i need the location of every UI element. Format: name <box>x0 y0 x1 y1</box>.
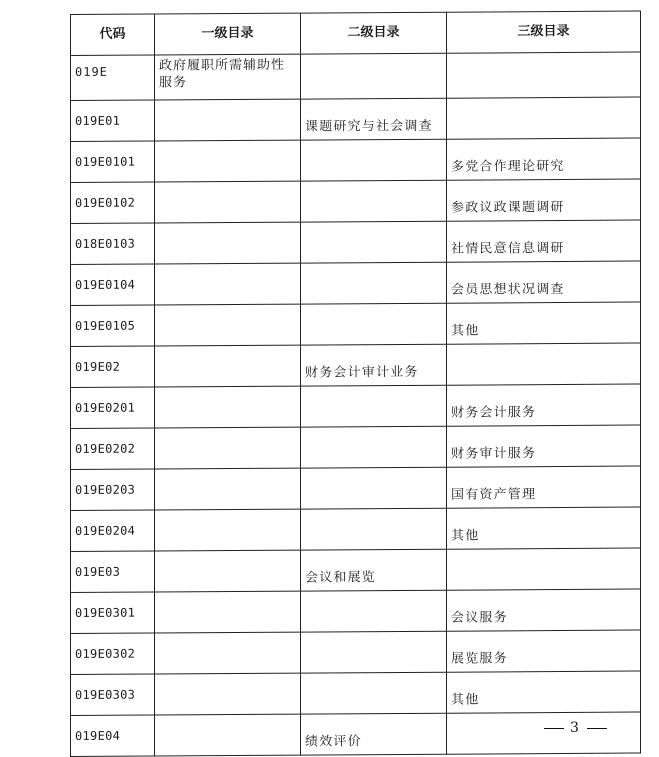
table-body <box>71 52 641 756</box>
cell-level2 <box>301 303 447 345</box>
cell-level3: 其他 <box>447 671 641 713</box>
cell-level2: 绩效评价 <box>301 713 447 755</box>
page-number <box>538 720 613 736</box>
cell-level1 <box>155 591 301 633</box>
table-row <box>71 589 641 633</box>
cell-level3: 会议服务 <box>447 589 641 631</box>
cell-level3: 会员思想状况调查 <box>447 261 641 303</box>
table-row <box>71 261 641 305</box>
header-level1: 一级目录 <box>155 13 301 55</box>
cell-code: 019E02 <box>71 346 155 388</box>
cell-level1 <box>155 468 301 510</box>
cell-level1 <box>155 550 301 592</box>
cell-level1 <box>155 345 301 387</box>
cell-level2 <box>301 139 447 181</box>
cell-level1: 政府履职所需辅助性服务 <box>155 54 301 100</box>
table-row <box>71 630 641 674</box>
cell-code: 018E0103 <box>71 223 155 265</box>
cell-code: 019E0302 <box>71 633 155 675</box>
cell-level1 <box>155 263 301 305</box>
cell-code: 019E0104 <box>71 264 155 306</box>
cell-level3: 其他 <box>447 507 641 549</box>
cell-level2 <box>301 180 447 222</box>
cell-level2 <box>301 385 447 427</box>
cell-code: 019E0101 <box>71 141 155 183</box>
cell-level2: 课题研究与社会调查 <box>301 98 447 140</box>
cell-level2: 财务会计审计业务 <box>301 344 447 386</box>
table-row <box>71 302 641 346</box>
cell-code: 019E <box>71 55 155 101</box>
cell-level3 <box>447 97 641 139</box>
cell-code: 019E0202 <box>71 428 155 470</box>
cell-code: 019E0303 <box>71 674 155 716</box>
cell-code: 019E03 <box>71 551 155 593</box>
cell-level1 <box>155 222 301 264</box>
catalog-table <box>70 11 641 757</box>
header-row <box>71 11 641 55</box>
cell-level2 <box>301 590 447 632</box>
cell-level1 <box>155 386 301 428</box>
cell-code: 019E0105 <box>71 305 155 347</box>
cell-level3: 财务审计服务 <box>447 425 641 467</box>
table-row <box>71 343 641 387</box>
cell-level3 <box>447 548 641 590</box>
cell-level1 <box>155 509 301 551</box>
table-row <box>71 671 641 715</box>
page-number-dash-left <box>544 728 564 729</box>
table-row <box>71 507 641 551</box>
cell-level3: 其他 <box>447 302 641 344</box>
cell-level3 <box>447 343 641 385</box>
table-row <box>71 97 641 141</box>
cell-level2 <box>301 262 447 304</box>
cell-level1 <box>155 181 301 223</box>
cell-level2 <box>301 508 447 550</box>
table-row <box>71 548 641 592</box>
cell-level2 <box>301 467 447 509</box>
page-number-dash-right <box>587 728 607 729</box>
cell-level1 <box>155 714 301 756</box>
cell-level3: 展览服务 <box>447 630 641 672</box>
table-row <box>71 384 641 428</box>
table-row <box>71 466 641 510</box>
cell-level2: 会议和展览 <box>301 549 447 591</box>
cell-level1 <box>155 632 301 674</box>
cell-code: 019E0102 <box>71 182 155 224</box>
cell-level3: 参政议政课题调研 <box>447 179 641 221</box>
page-number-value: 3 <box>570 720 581 736</box>
table-row <box>71 425 641 469</box>
cell-code: 019E0301 <box>71 592 155 634</box>
cell-level1 <box>155 673 301 715</box>
cell-level1 <box>155 304 301 346</box>
cell-level3: 社情民意信息调研 <box>447 220 641 262</box>
cell-level2 <box>301 221 447 263</box>
cell-level2 <box>301 672 447 714</box>
table-row <box>71 52 641 100</box>
table-row <box>71 220 641 264</box>
table-row <box>71 138 641 182</box>
cell-level1 <box>155 140 301 182</box>
cell-level3: 财务会计服务 <box>447 384 641 426</box>
cell-level1 <box>155 427 301 469</box>
cell-level3: 多党合作理论研究 <box>447 138 641 180</box>
table-header <box>71 11 641 55</box>
cell-level2 <box>301 426 447 468</box>
cell-level3 <box>447 52 641 98</box>
cell-level3: 国有资产管理 <box>447 466 641 508</box>
cell-level1 <box>155 99 301 141</box>
cell-code: 019E04 <box>71 715 155 757</box>
cell-code: 019E0203 <box>71 469 155 511</box>
cell-code: 019E01 <box>71 100 155 142</box>
table-row <box>71 179 641 223</box>
header-code: 代码 <box>71 14 155 56</box>
header-level2: 二级目录 <box>301 12 447 54</box>
cell-code: 019E0201 <box>71 387 155 429</box>
cell-level2 <box>301 53 447 99</box>
cell-code: 019E0204 <box>71 510 155 552</box>
cell-level2 <box>301 631 447 673</box>
header-level3: 三级目录 <box>447 11 641 53</box>
